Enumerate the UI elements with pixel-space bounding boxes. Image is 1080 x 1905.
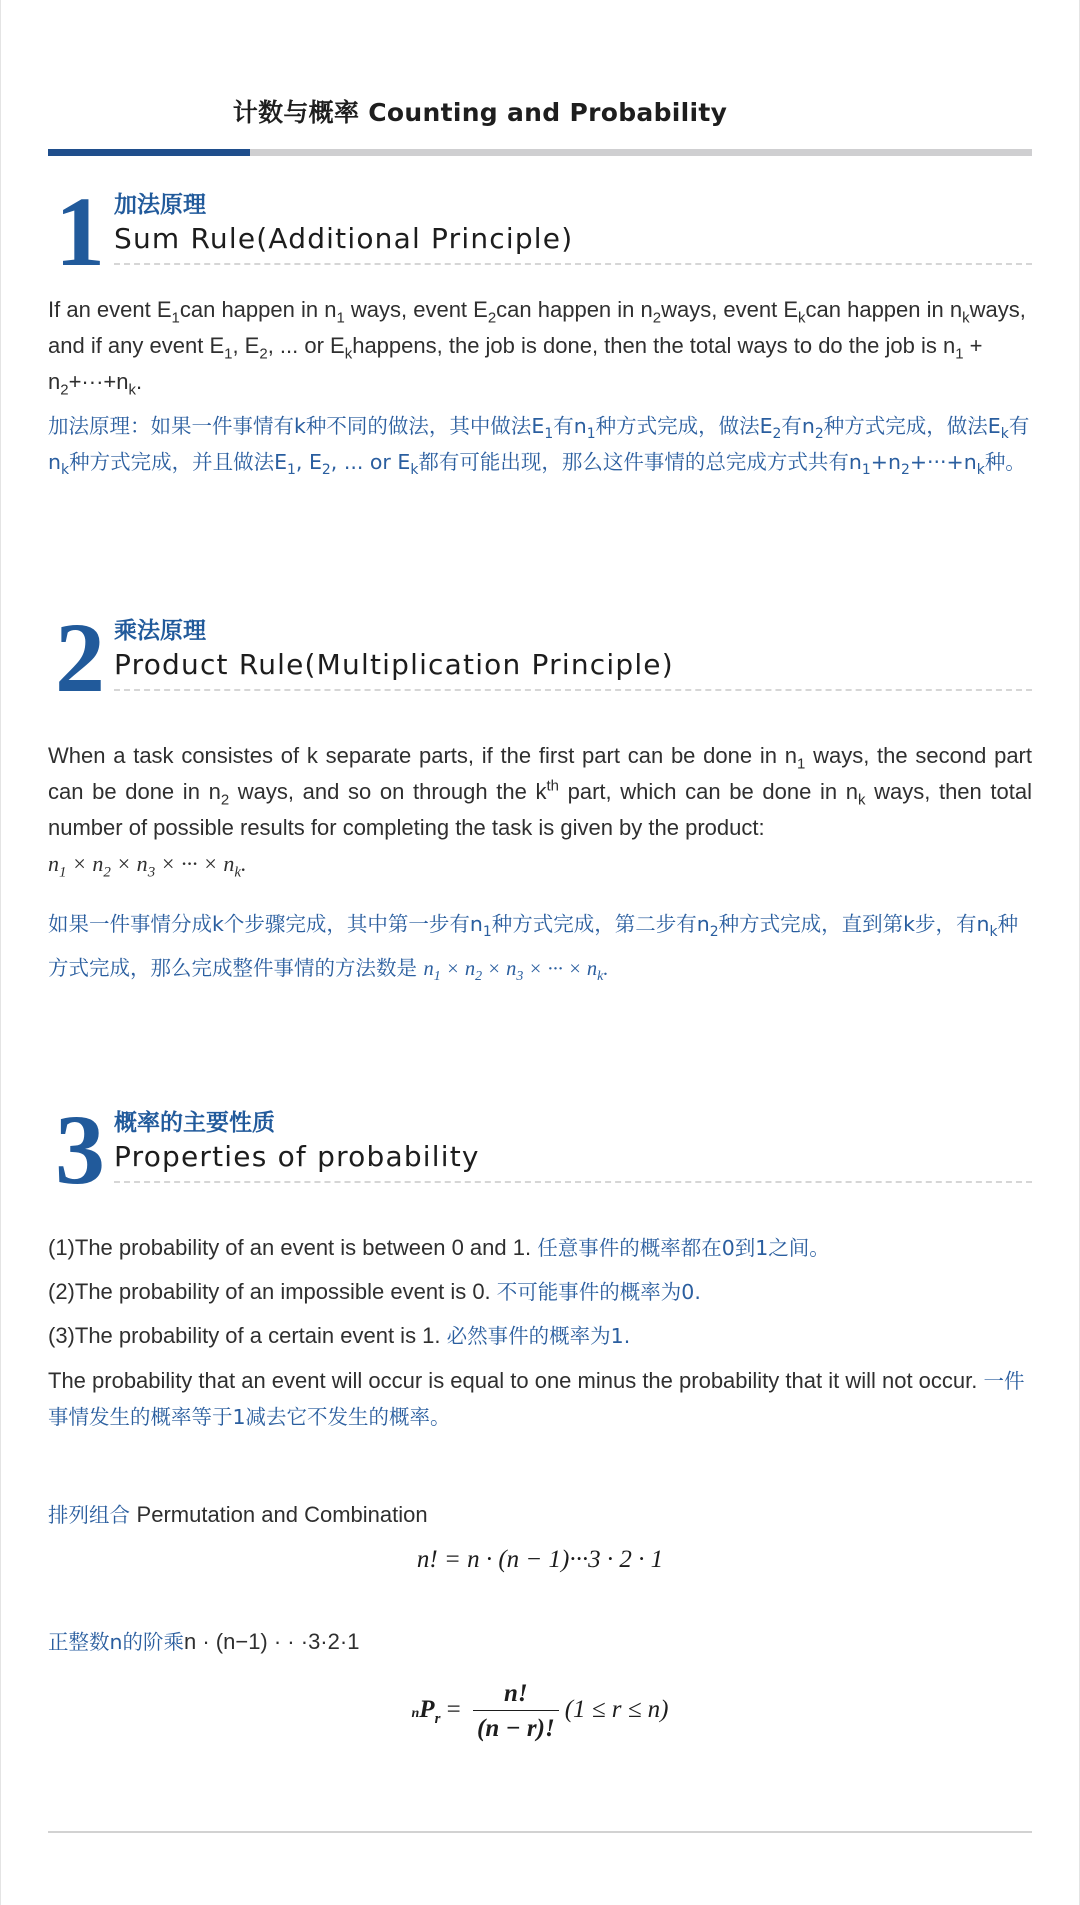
permutation-fraction: $\frac{n!}{(n - r)!}$ [473, 1680, 559, 1743]
page-title: 计数与概率 Counting and Probability [232, 98, 728, 127]
permutation-heading: 排列组合 Permutation and Combination [48, 1502, 428, 1527]
factorial-formula: n! = n · (n − 1)···3 · 2 · 1 [416, 1546, 664, 1573]
section-2-header [48, 602, 1032, 713]
property-complement: The probability that an event will occur is equal to one minus the probability that it will not occur. 一件事情发生的概率等于1减去它不发生的概率。 [48, 1368, 1025, 1429]
product-formula: $n_1 \times n_2 \times n_3$ × ··· × $n_k$. [48, 851, 247, 881]
product-formula-cn: $n_1 \times n_2 \times n_3$ × ··· × $n_k$. [423, 958, 609, 985]
section-divider [114, 689, 1032, 691]
product-rule-en-paragraph: When a task consistes of k separate parts, if the first part can be done in $n_1$ ways, the second part can be done in $n_2$ ways, and so on through the $k^{th}$ part, which can be done in $n_k$ ways, then total number of possible results for completing the task is given by the product: $n_1 \times n_2 \times n_3$ × ··· × $n_k$. [48, 743, 1032, 881]
section-3-header [48, 1094, 1032, 1205]
section-title-en: Properties of probability [114, 1140, 480, 1173]
section-divider [114, 1181, 1032, 1183]
title-underline-accent [48, 149, 250, 156]
section-divider [114, 263, 1032, 265]
section-1-header [48, 176, 1032, 287]
property-1: (1)The probability of an event is between 0 and 1. 任意事件的概率都在0到1之间。 [48, 1235, 830, 1260]
property-2: (2)The probability of an impossible event is 0. 不可能事件的概率为0. [48, 1279, 701, 1304]
sum-rule-cn-paragraph: 加法原理：如果一件事情有k种不同的做法，其中做法$E_1$有$n_1$种方式完成，做法$E_2$有$n_2$种方式完成，做法$E_k$有$n_k$种方式完成，并且做法$E_1$, $E_2$, ... or $E_k$都有可能出现，那么这件事情的总完成方式共有$n_1+n_2+\cdot\cdot\cdot+n_k$种。 [48, 414, 1030, 479]
product-rule-cn-paragraph: 如果一件事情分成k个步骤完成，其中第一步有$n_1$种方式完成，第二步有$n_2$种方式完成，直到第k步，有$n_k$种方式完成，那么完成整件事情的方法数是 $n_1 \times n_2 \times n_3$ × ··· × $n_k$. [48, 912, 1019, 985]
section-title-en: Product Rule(Multiplication Principle) [114, 648, 674, 681]
section-title-cn: 概率的主要性质 [114, 1110, 275, 1136]
permutation-formula: $nP_r$ = $\frac{n!}{(n - r)!}$ (1 ≤ r ≤ n) [411, 1680, 669, 1742]
section-number: 1 [55, 176, 105, 287]
page-edge-left [0, 0, 1, 1905]
section-title-cn: 乘法原理 [114, 618, 206, 644]
section-number: 3 [55, 1094, 105, 1205]
bottom-divider [48, 1831, 1032, 1833]
property-3: (3)The probability of a certain event is 1. 必然事件的概率为1. [48, 1323, 631, 1348]
section-title-cn: 加法原理 [114, 192, 206, 218]
title-underline [48, 149, 1032, 156]
section-number: 2 [55, 602, 105, 713]
sum-rule-en-paragraph: If an event $E_1can$ happen in $n_1$ ways, event $E_2can$ happen in $n_2ways$, event $E_kcan$ happen in $n_kways$, and if any event $E_1$, $E_2$, ... or $E_khappens$, the job is done, then the total ways to do the job is $n_1 + n_2+\cdot\cdot\cdot+n_k$. [48, 297, 1026, 399]
factorial-definition: 正整数n的阶乘n · (n−1) · · ·3·2·1 [48, 1629, 360, 1654]
section-title-en: Sum Rule(Additional Principle) [114, 222, 574, 255]
